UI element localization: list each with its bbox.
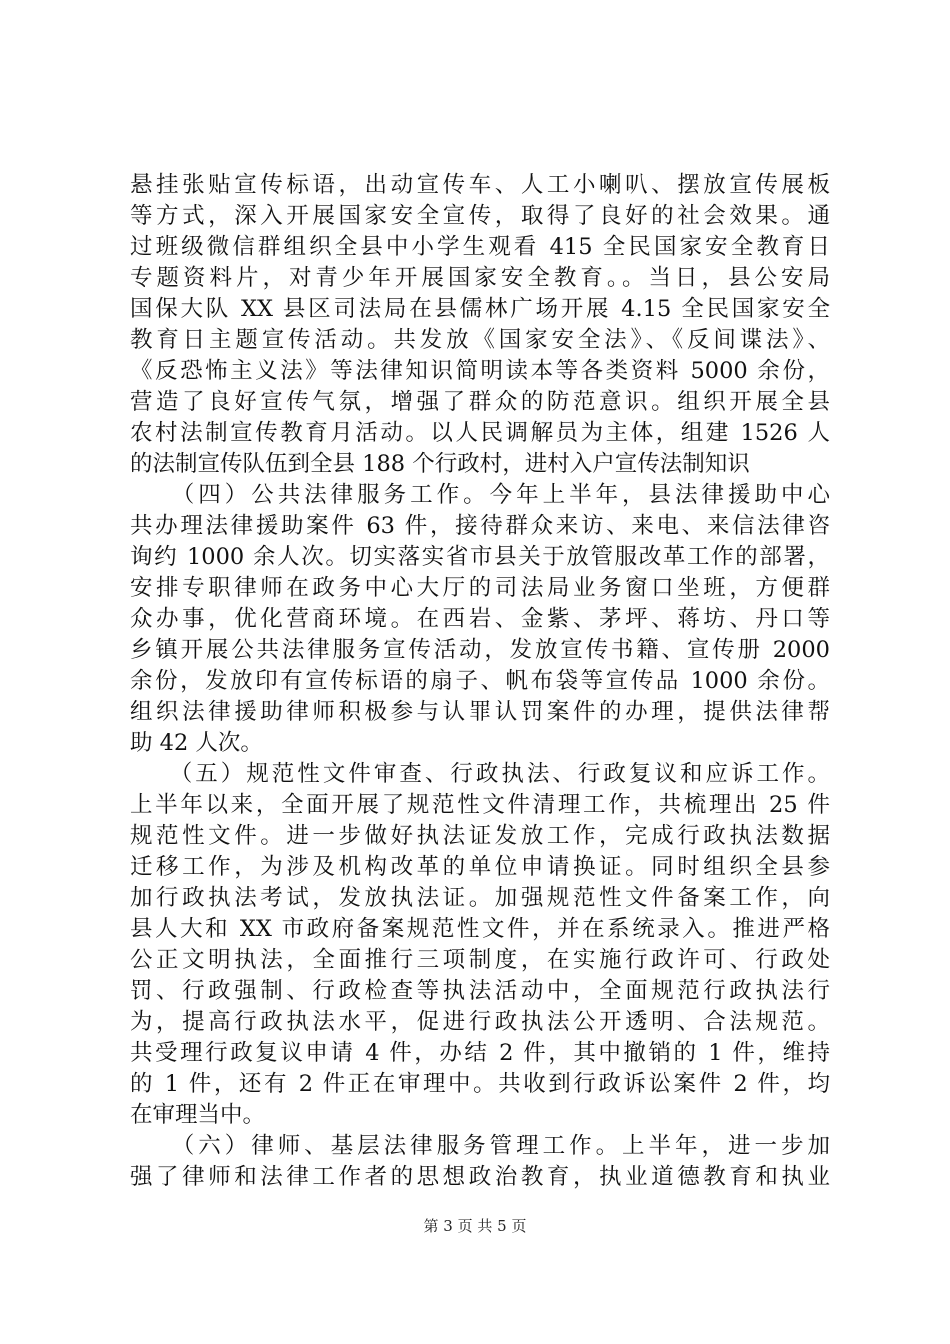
page-number: 第 3 页 共 5 页 — [423, 1217, 527, 1235]
text-line: 上半年以来，全面开展了规范性文件清理工作，共梳理出 25 件 — [130, 792, 830, 818]
text-line: 共受理行政复议申请 4 件，办结 2 件，其中撤销的 1 件，维持 — [130, 1040, 830, 1066]
text-line: 规范性文件。进一步做好执法证发放工作，完成行政执法数据 — [130, 823, 830, 849]
text-line: 乡镇开展公共法律服务宣传活动，发放宣传书籍、宣传册 2000 — [130, 637, 830, 663]
text-line: 等方式，深入开展国家安全宣传，取得了良好的社会效果。通 — [130, 203, 830, 229]
text-line: 共办理法律援助案件 63 件，接待群众来访、来电、来信法律咨 — [130, 513, 830, 539]
text-line: 《反恐怖主义法》等法律知识简明读本等各类资料 5000 余份， — [130, 358, 830, 384]
text-line: 的法制宣传队伍到全县 188 个行政村，进村入户宣传法制知识 — [130, 451, 750, 477]
text-line: 加行政执法考试，发放执法证。加强规范性文件备案工作，向 — [130, 885, 830, 911]
text-line: 助 42 人次。 — [130, 730, 263, 756]
text-line: 强了律师和法律工作者的思想政治教育，执业道德教育和执业 — [130, 1164, 830, 1190]
text-line: 专题资料片，对青少年开展国家安全教育。。当日，县公安局 — [130, 265, 830, 291]
text-line: 余份，发放印有宣传标语的扇子、帆布袋等宣传品 1000 余份。 — [130, 668, 830, 694]
text-line: 组织法律援助律师积极参与认罪认罚案件的办理，提供法律帮 — [130, 699, 830, 725]
text-line: 在审理当中。 — [130, 1102, 266, 1128]
text-line: 众办事，优化营商环境。在西岩、金紫、茅坪、蒋坊、丹口等 — [130, 606, 830, 632]
text-line: 安排专职律师在政务中心大厅的司法局业务窗口坐班，方便群 — [130, 575, 830, 601]
page-footer — [0, 1216, 950, 1236]
text-line: 营造了良好宣传气氛，增强了群众的防范意识。组织开展全县 — [130, 389, 830, 415]
text-line: 的 1 件，还有 2 件正在审理中。共收到行政诉讼案件 2 件，均 — [130, 1071, 830, 1097]
text-line: 农村法制宣传教育月活动。以人民调解员为主体，组建 1526 人 — [130, 420, 830, 446]
text-line: 询约 1000 余人次。切实落实省市县关于放管服改革工作的部署， — [130, 544, 830, 570]
text-line: 国保大队 XX 县区司法局在县儒林广场开展 4.15 全民国家安全 — [130, 296, 830, 322]
text-line: （五）规范性文件审查、行政执法、行政复议和应诉工作。 — [130, 761, 830, 787]
text-line: 县人大和 XX 市政府备案规范性文件，并在系统录入。推进严格 — [130, 916, 830, 942]
text-line: （六）律师、基层法律服务管理工作。上半年，进一步加 — [130, 1133, 830, 1159]
text-line: （四）公共法律服务工作。今年上半年，县法律援助中心 — [130, 482, 830, 508]
text-line: 过班级微信群组织全县中小学生观看 415 全民国家安全教育日 — [130, 234, 830, 260]
text-line: 悬挂张贴宣传标语，出动宣传车、人工小喇叭、摆放宣传展板 — [130, 172, 830, 198]
text-line: 公正文明执法，全面推行三项制度，在实施行政许可、行政处 — [130, 947, 830, 973]
text-line: 为，提高行政执法水平，促进行政执法公开透明、合法规范。 — [130, 1009, 830, 1035]
text-line: 教育日主题宣传活动。共发放《国家安全法》、《反间谍法》、 — [130, 327, 830, 353]
document-body — [130, 170, 830, 1193]
text-line: 迁移工作，为涉及机构改革的单位申请换证。同时组织全县参 — [130, 854, 830, 880]
text-line: 罚、行政强制、行政检查等执法活动中，全面规范行政执法行 — [130, 978, 830, 1004]
